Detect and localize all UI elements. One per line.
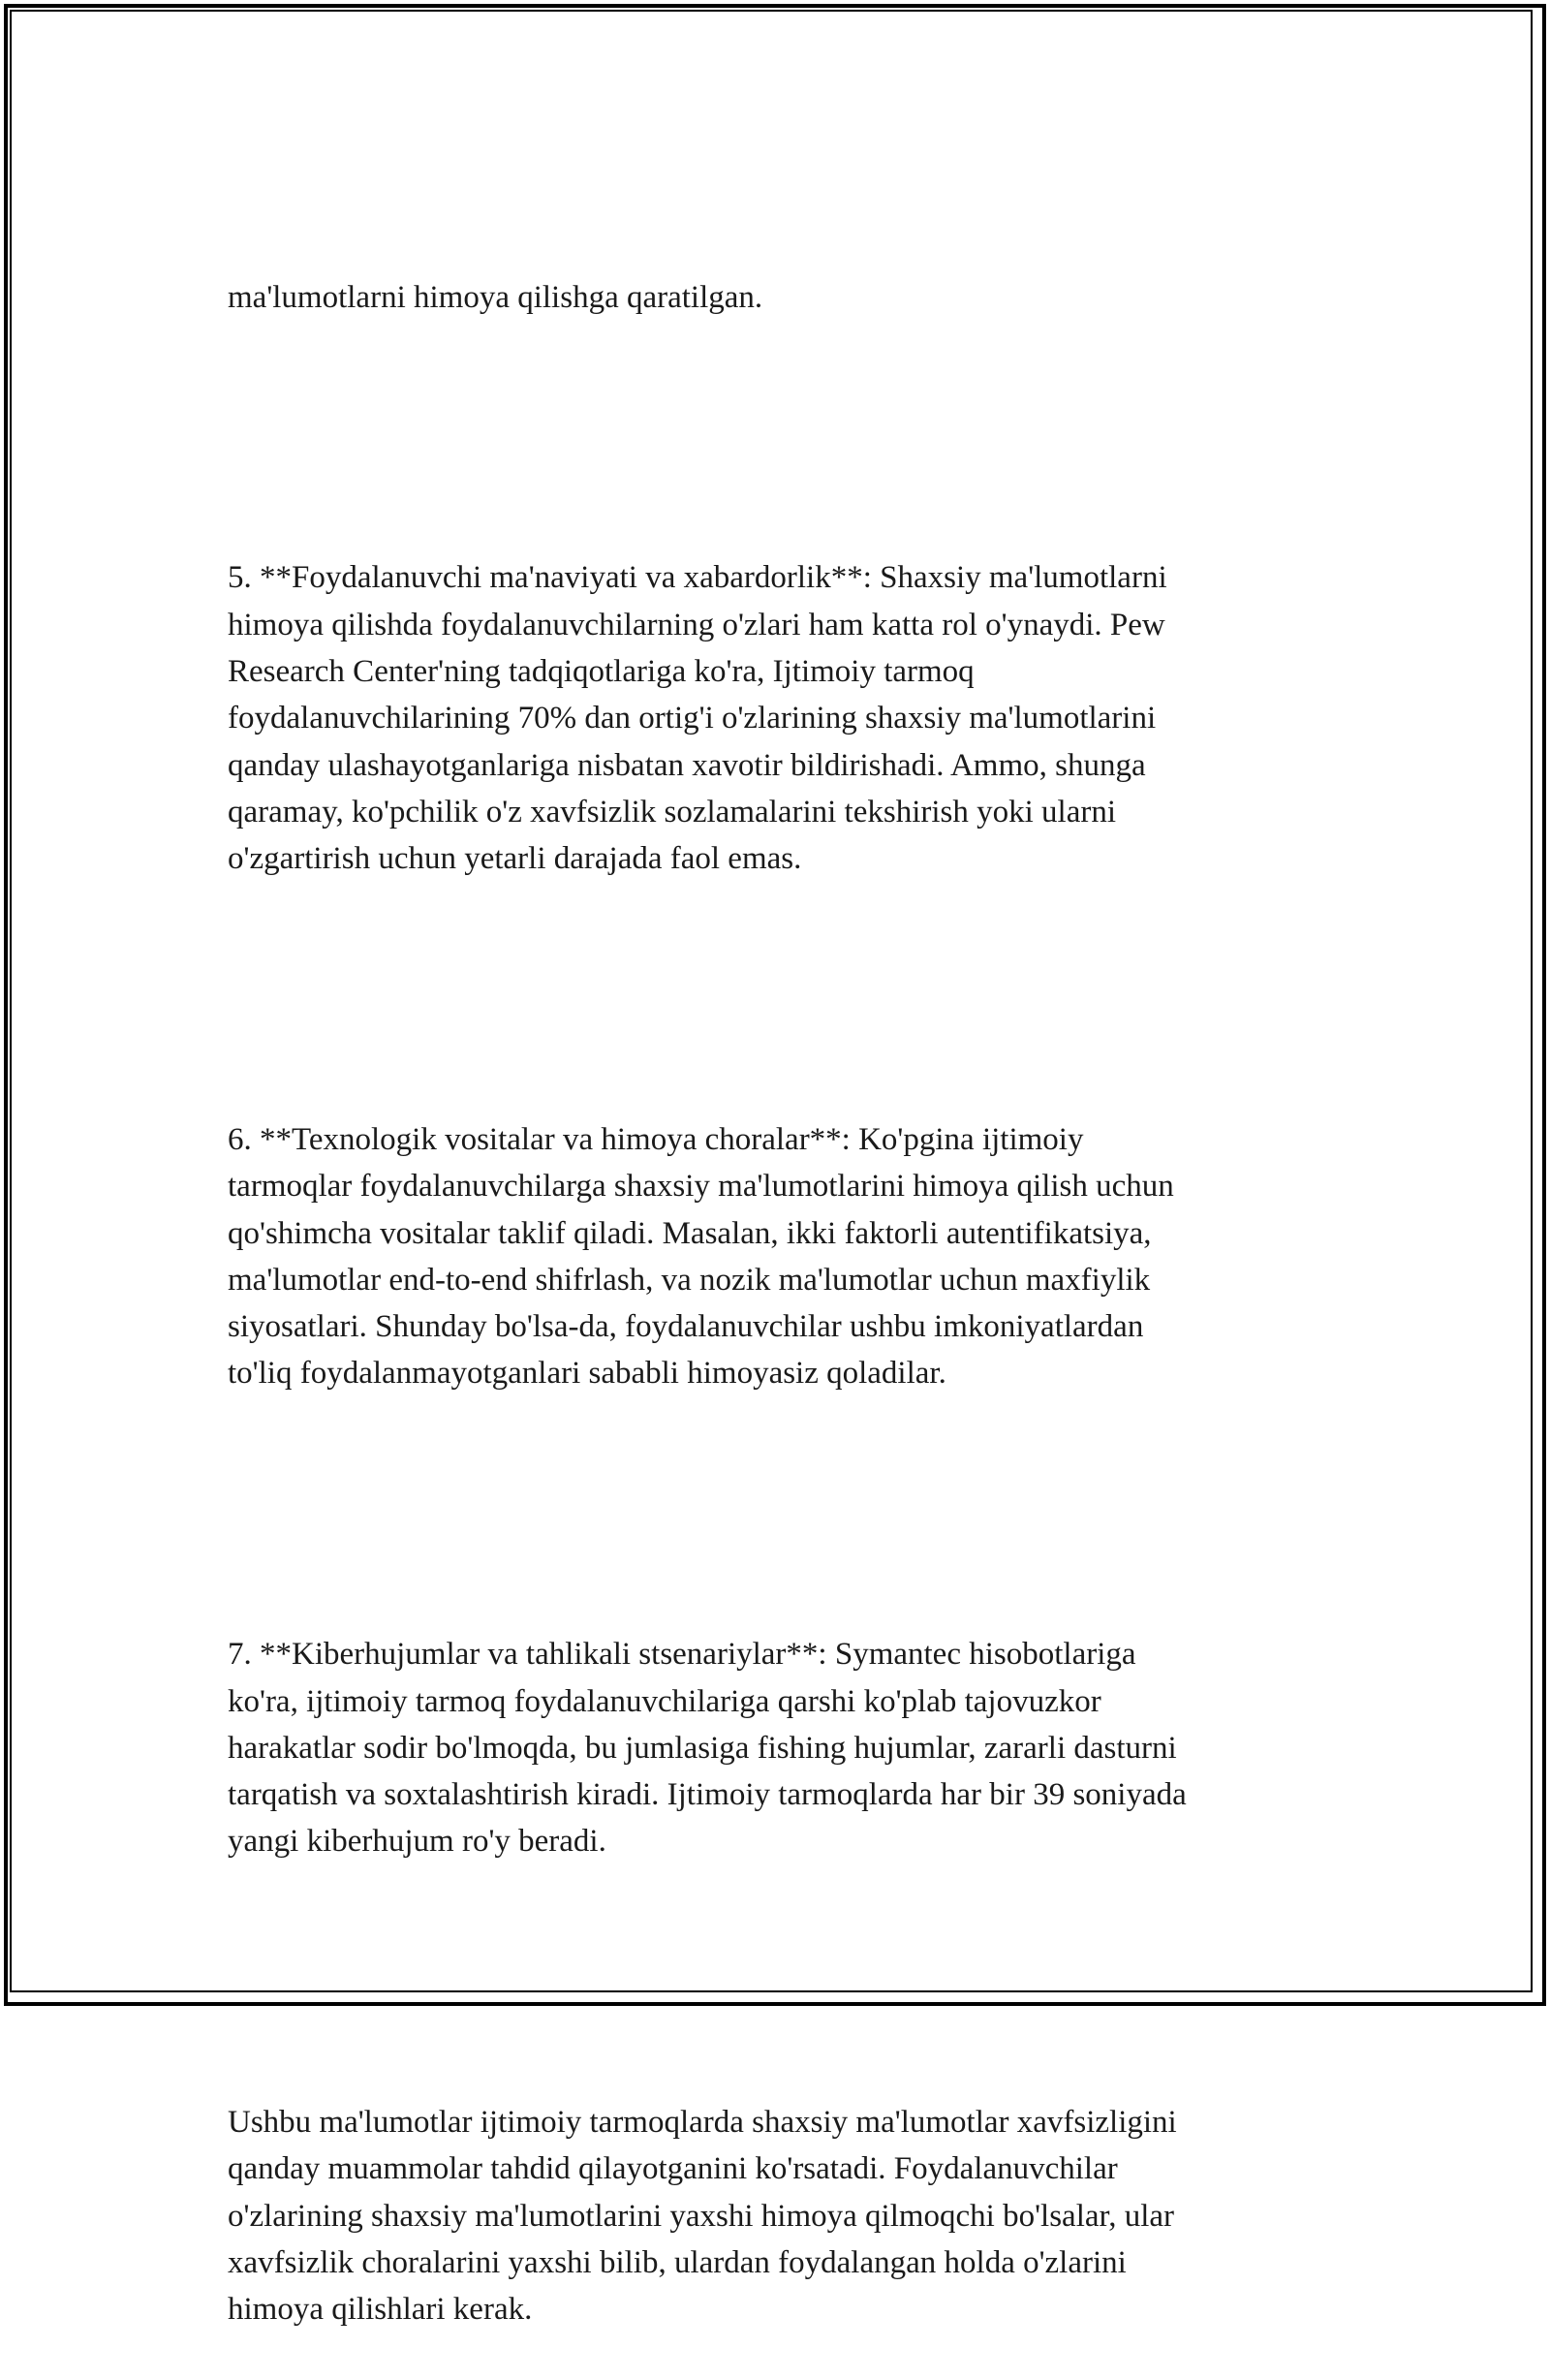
lead-fragment: ma'lumotlarni himoya qilishga qaratilgan. [228, 279, 763, 315]
paragraph-gap [228, 1490, 1313, 1537]
document-body [228, 180, 1313, 2380]
paragraph-gap [228, 1958, 1313, 2005]
paragraph-conclusion: Ushbu ma'lumotlar ijtimoiy tarmoqlarda shaxsiy ma'lumotlar xavfsizligini qanday muammolar tahdid qilayotganini ko'rsatadi. Foydalanuvchilar o'zlarining shaxsiy ma'lumotlarini yaxshi himoya qilmoqchi bo'lsalar, ular xavfsizlik choralarini yaxshi bilib, ulardan foydalangan holda o'zlarini himoya qilishlari kerak. [228, 2105, 1177, 2328]
paragraph-7-cyberattacks: 7. **Kiberhujumlar va tahlikali stsenariylar**: Symantec hisobotlariga ko'ra, ijtimoiy tarmoq foydalanuvchilariga qarshi ko'plab tajovuzkor harakatlar sodir bo'lmoqda, bu jumlasiga fishing hujumlar, zararli dasturni tarqatish va soxtalashtirish kiradi. Ijtimoiy tarmoqlarda har bir 39 soniyada yangi kiberhujum ro'y beradi. [228, 1637, 1187, 1860]
paragraph-6-technology-tools: 6. **Texnologik vositalar va himoya choralar**: Ko'pgina ijtimoiy tarmoqlar foydalanuvchilarga shaxsiy ma'lumotlarini himoya qilish uchun qo'shimcha vositalar taklif qiladi. Masalan, ikki faktorli autentifikatsiya, ma'lumotlar end-to-end shifrlash, va nozik ma'lumotlar uchun maxfiylik siyosatlari. Shunday bo'lsa-da, foydalanuvchilar ushbu imkoniyatlardan to'liq foydalanmayotganlari sababli himoyasiz qoladilar. [228, 1121, 1174, 1392]
paragraph-gap [228, 414, 1313, 460]
paragraph-gap [228, 976, 1313, 1022]
paragraph-5-user-awareness: 5. **Foydalanuvchi ma'naviyati va xabardorlik**: Shaxsiy ma'lumotlarni himoya qilishda foydalanuvchilarning o'zlari ham katta rol o'ynaydi. Pew Research Center'ning tadqiqotlariga ko'ra, Ijtimoiy tarmoq foydalanuvchilarining 70% dan ortig'i o'zlarining shaxsiy ma'lumotlarini qanday ulashayotganlariga nisbatan xavotir bildirishadi. Ammo, shunga qaramay, ko'pchilik o'z xavfsizlik sozlamalarini tekshirish yoki ularni o'zgartirish uchun yetarli darajada faol emas. [228, 560, 1167, 877]
